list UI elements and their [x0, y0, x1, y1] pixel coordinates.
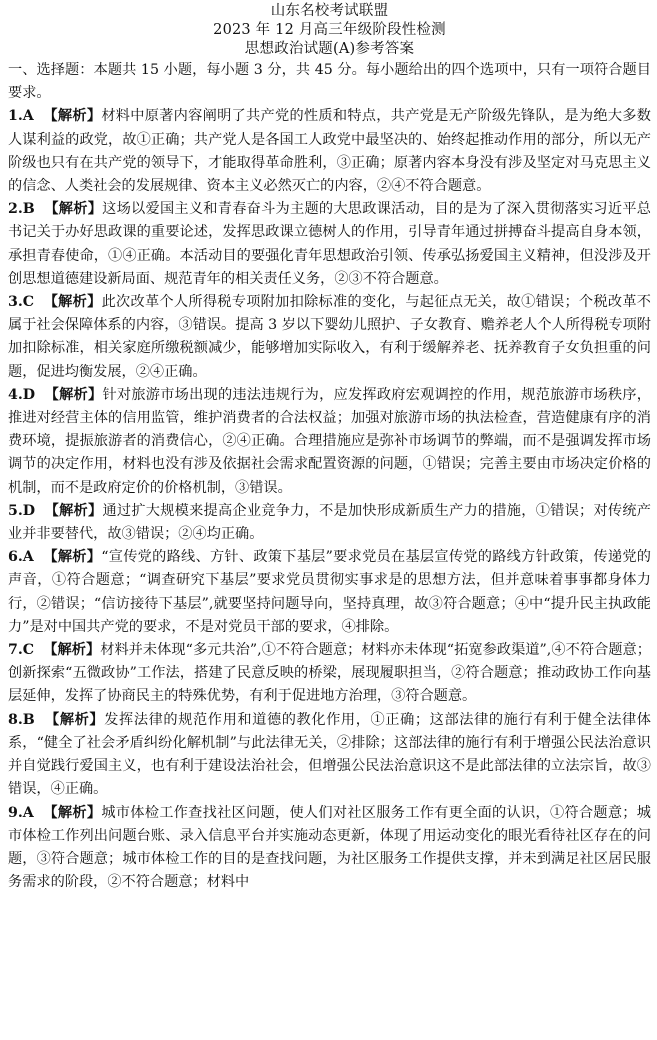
analysis-tag: 【解析】 [44, 201, 103, 218]
answer-item-1 [8, 105, 651, 198]
answer-explanation: 发挥法律的规范作用和道德的教化作用，①正确；这部法律的施行有利于健全法律体系，“健全了社会矛盾纠纷化解机制”与此法律无关，②排除；这部法律的施行有利于增强公民法治意识并自觉践行爱国主义，也有利于建设法治社会，但增强公民法治意识这不是此部法律的立法宗旨，故③错误，④正确。 [8, 711, 651, 798]
answer-number: 8.B [8, 711, 35, 728]
answer-item-6 [8, 546, 651, 639]
answer-explanation: 通过扩大规模来提高企业竞争力，不是加快形成新质生产力的措施，①错误；对传统产业并非要替代，故③错误；②④均正确。 [8, 502, 651, 543]
answer-explanation: “宣传党的路线、方针、政策下基层”要求党员在基层宣传党的路线方针政策，传递党的声音，①符合题意；“调查研究下基层”要求党员贯彻实事求是的思想方法，但并意味着事事都身体力行，②错误；“信访接待下基层”,就要坚持问题导向，坚持真理，故③符合题意；④中“提升民主执政能力”是对中国共产党的要求，不是对党员干部的要求，④排除。 [8, 549, 651, 635]
answer-item-3 [8, 291, 651, 384]
answer-item-7 [8, 639, 651, 709]
answer-number: 2.B [8, 201, 35, 218]
answer-explanation: 材料并未体现“多元共治”,①不符合题意；材料亦未体现“拓宽参政渠道”,④不符合题意；创新探索“五微政协”工作法，搭建了民意反映的桥梁，展现履职担当，②符合题意；推动政协工作向基层延伸，发挥了协商民主的特殊优势，有利于促进地方治理，③符合题意。 [8, 642, 651, 705]
analysis-tag: 【解析】 [44, 386, 103, 403]
document-header [8, 2, 651, 59]
answer-number: 6.A [8, 549, 34, 566]
analysis-tag: 【解析】 [43, 294, 102, 311]
section-intro: 一、选择题：本题共 15 小题，每小题 3 分，共 45 分。每小题给出的四个选项中，只有一项符合题目要求。 [8, 62, 651, 102]
answer-item-8 [8, 709, 651, 802]
answer-number: 1.A [8, 108, 34, 125]
analysis-tag: 【解析】 [45, 711, 105, 728]
alliance-title: 山东名校考试联盟 [270, 3, 389, 19]
analysis-tag: 【解析】 [43, 549, 102, 566]
answer-item-2 [8, 198, 651, 291]
answer-number: 9.A [8, 804, 34, 821]
answer-number: 5.D [8, 502, 36, 519]
answer-body [8, 59, 651, 894]
analysis-tag: 【解析】 [43, 804, 102, 821]
exam-title: 2023 年 12 月高三年级阶段性检测 [213, 22, 446, 38]
answer-number: 3.C [8, 294, 35, 311]
answer-explanation: 这场以爱国主义和青春奋斗为主题的大思政课活动，目的是为了深入贯彻落实习近平总书记关于办好思政课的重要论述，发挥思政课立德树人的作用，引导青年通过拼搏奋斗提高自身本领，承担青春使命，①④正确。本活动目的要强化青年思想政治引领、传承弘扬爱国主义精神，但没涉及开创思想道德建设新局面、规范青年的相关责任义务，②③不符合题意。 [8, 201, 651, 287]
answer-item-9 [8, 802, 651, 895]
answer-item-5 [8, 500, 651, 546]
analysis-tag: 【解析】 [44, 502, 103, 519]
answer-number: 7.C [8, 642, 35, 659]
answer-explanation: 此次改革个人所得税专项附加扣除标准的变化，与起征点无关，故①错误；个税改革不属于社会保障体系的内容，③错误。提高 3 岁以下婴幼儿照护、子女教育、赡养老人个人所得税专项附加扣除标准，相关家庭所缴税额减少，能够增加实际收入，有利于缓解养老、抚养教育子女负担重的问题，促进均衡发展，②④正确。 [8, 294, 651, 380]
answer-explanation: 针对旅游市场出现的违法违规行为，应发挥政府宏观调控的作用，规范旅游市场秩序，推进对经营主体的信用监管，维护消费者的合法权益；加强对旅游市场的执法检查，营造健康有序的消费环境，提振旅游者的消费信心，②④正确。合理措施应是弥补市场调节的弊端，而不是强调发挥市场调节的决定作用，材料也没有涉及依据社会需求配置资源的问题，①错误；完善主要由市场决定价格的机制，而不是政府定价的价格机制，③错误。 [8, 386, 651, 496]
analysis-tag: 【解析】 [43, 642, 101, 659]
answer-item-4 [8, 384, 651, 500]
analysis-tag: 【解析】 [43, 108, 102, 125]
answer-explanation: 材料中原著内容阐明了共产党的性质和特点，共产党是无产阶级先锋队，是为绝大多数人谋利益的政党，故①正确；共产党人是各国工人政党中最坚决的、始终起推动作用的部分，所以无产阶级也只有在共产党的领导下，才能取得革命胜利，③正确；原著内容本身没有涉及坚定对马克思主义的信念、人类社会的发展规律、资本主义必然灭亡的内容，②④不符合题意。 [8, 108, 651, 195]
answer-title: 思想政治试题(A)参考答案 [244, 41, 415, 57]
answer-explanation: 城市体检工作查找社区问题，使人们对社区服务工作有更全面的认识，①符合题意；城市体检工作列出问题台账、录入信息平台并实施动态更新，体现了用运动变化的眼光看待社区存在的问题，③符合题意；城市体检工作的目的是查找问题，为社区服务工作提供支撑，并未到满足社区居民服务需求的阶段，②不符合题意；材料中 [8, 804, 651, 891]
answer-number: 4.D [8, 386, 36, 403]
